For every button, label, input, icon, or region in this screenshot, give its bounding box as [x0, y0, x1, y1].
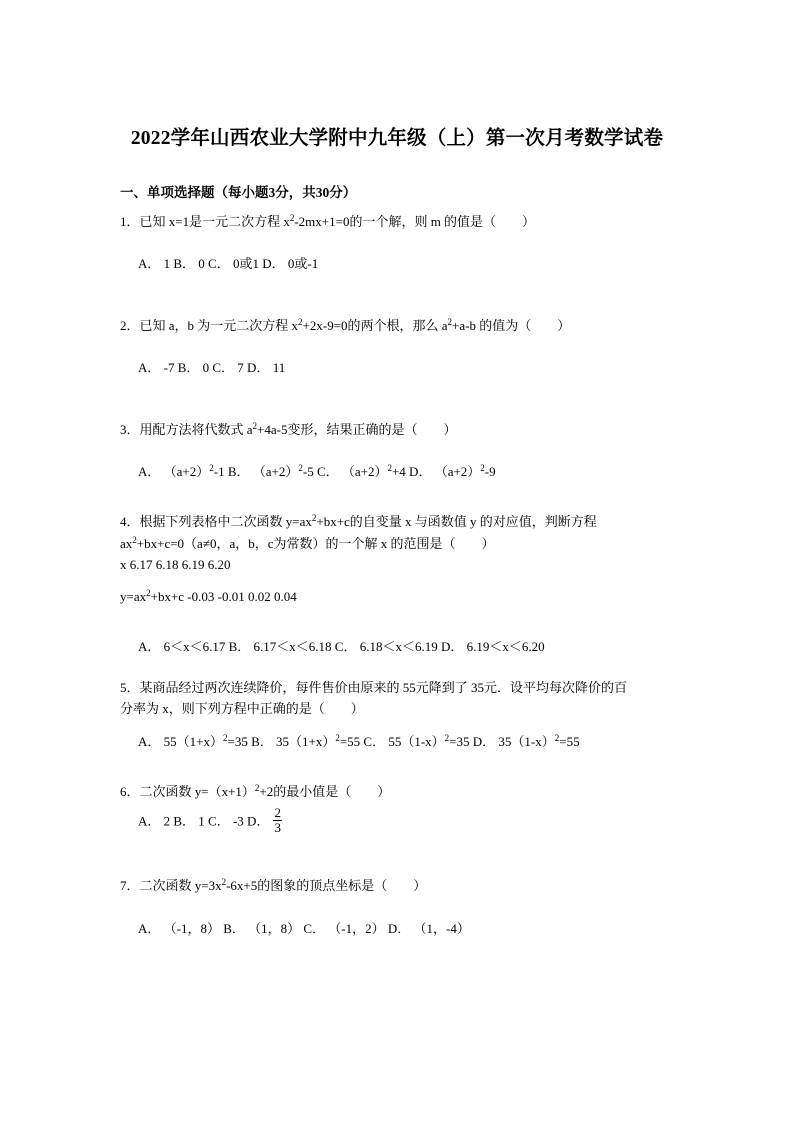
- question-4-line-1: 4．根据下列表格中二次函数 $y=ax^2+bx+c$的自变量 x 与函数值 y 的对应值，判断方程: [120, 513, 597, 529]
- value-table-y-row: $y=ax^2+bx+c$ -0.03 -0.01 0.02 0.04: [120, 588, 297, 604]
- question-6: 6．二次函数 $y=(x+1)^2+2$的最小值是（ ）: [120, 783, 391, 799]
- question-3-options: A． $(a+2)^2-1$ B． $(a+2)^2-5$ C． $(a+2)^2+4$ D． $(a+2)^2-9$: [138, 463, 496, 479]
- question-1: 1．已知 x=1是一元二次方程 $x^2-2mx+1=0$的一个解，则 m 的值是（ ）: [120, 213, 536, 229]
- question-2-options: A． -7 B． 0 C． 7 D． 11: [138, 360, 286, 375]
- value-table-x-row: x 6.17 6.18 6.19 6.20: [120, 557, 231, 572]
- question-7-options: A． （-1，8） B． （1，8） C． （-1，2） D． （1，-4）: [138, 921, 470, 936]
- section-heading: 一、单项选择题（每小题3分，共30分）: [120, 185, 357, 200]
- question-5-line-1: 5．某商品经过两次连续降价，每件售价由原来的 55元降到了 35元．设平均每次降价的百: [120, 680, 628, 695]
- question-7: 7．二次函数 $y=3x^2-6x+5$的图象的顶点坐标是（ ）: [120, 877, 427, 893]
- question-5-line-2: 分率为 x，则下列方程中正确的是（ ）: [120, 701, 364, 716]
- question-1-options: A． 1 B． 0 C． 0或1 D． 0或-1: [138, 256, 319, 271]
- question-2: 2．已知 a，b 为一元二次方程 $x^2+2x-9=0$的两个根，那么 $a^2+a-b$ 的值为（ ）: [120, 317, 571, 333]
- question-6-options: A． 2 B． 1 C． -3 D． $\frac{2}{3}$: [138, 805, 281, 835]
- fraction-denominator: 3: [274, 820, 281, 835]
- question-5-options: A． $55(1+x)^2=35$ B． $35(1+x)^2=55$ C． $55(1-x)^2=35$ D． $35(1-x)^2=55$: [138, 733, 580, 749]
- question-4-options: A． 6＜x＜6.17 B． 6.17＜x＜6.18 C． 6.18＜x＜6.19 D． 6.19＜x＜6.20: [138, 639, 545, 654]
- fraction-numerator: 2: [274, 805, 281, 820]
- question-3: 3．用配方法将代数式 $a^2+4a-5$变形，结果正确的是（ ）: [120, 421, 457, 437]
- exam-title: 2022学年山西农业大学附中九年级（上）第一次月考数学试卷: [130, 128, 664, 149]
- question-4-line-2: $ax^2+bx+c=0(a\ne 0$，a，b，c为常数）的一个解 x 的范围是（ ）: [120, 535, 495, 551]
- fraction-option-d: [273, 806, 282, 835]
